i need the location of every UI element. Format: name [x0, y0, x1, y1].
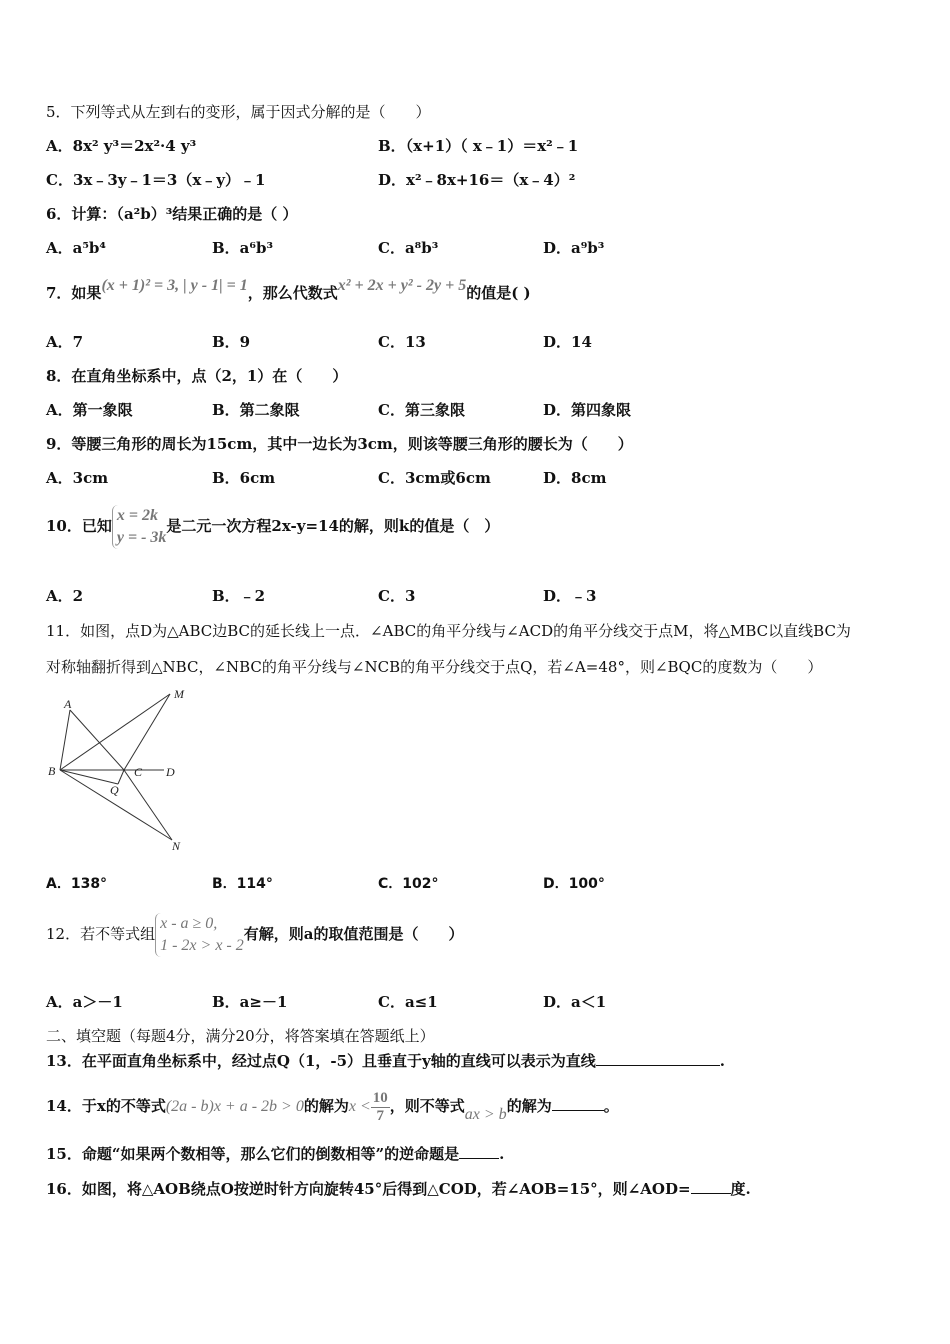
q15-stem — [46, 1144, 504, 1164]
q12-ineq2: 1 - 2x > x - 2 — [160, 937, 244, 954]
label-a: A — [64, 697, 72, 711]
q14-answer-blank[interactable] — [552, 1096, 604, 1111]
q8-option-b: B．第二象限 — [212, 401, 300, 419]
q5-option-a: A．8x² y³＝2x²·4 y³ — [46, 137, 197, 155]
segment-bq — [60, 770, 118, 784]
q9-option-d: D．8cm — [543, 469, 607, 487]
section-two-heading: 二、填空题（每题4分，满分20分，将答案填在答题纸上） — [46, 1027, 435, 1045]
q14-middle1: 的解为 — [303, 1097, 349, 1115]
q8-option-a: A．第一象限 — [46, 401, 133, 419]
q8-option-c: C．第三象限 — [378, 401, 465, 419]
q12-inequality-system — [155, 913, 244, 957]
q11-geometry-figure — [44, 686, 194, 856]
q15-text: 15．命题“如果两个数相等，那么它们的倒数相等”的逆命题是 — [46, 1145, 460, 1163]
q14-fraction-numerator: 10 — [372, 1089, 388, 1106]
q12-stem — [46, 906, 463, 962]
q6-option-a: A．a⁵b⁴ — [46, 239, 106, 257]
q10-suffix: 是二元一次方程2x-y=14的解，则k的值是（ ） — [166, 517, 500, 535]
q10-eq1: x = 2k — [116, 507, 158, 524]
q11-stem-line2: 对称轴翻折得到△NBC，∠NBC的角平分线与∠NCB的角平分线交于点Q，若∠A=48°，则∠BQC的度数为（ ） — [46, 658, 823, 676]
q14-end: 。 — [603, 1097, 619, 1115]
q14-solution-lhs: x < — [348, 1098, 371, 1115]
q9-option-a: A．3cm — [46, 469, 109, 487]
q12-ineq1: x - a ≥ 0, — [160, 915, 218, 932]
q10-option-c: C．3 — [378, 587, 416, 605]
q14-inequality-formula: (2a - b)x + a - 2b > 0 — [165, 1098, 304, 1115]
label-c: C — [134, 765, 143, 779]
label-m: M — [174, 687, 184, 701]
q5-option-c: C．3x﹣3y﹣1＝3（x﹣y）﹣1 — [46, 171, 266, 189]
q13-end: . — [719, 1052, 725, 1070]
q6-option-b: B．a⁶b³ — [212, 239, 274, 257]
segment-cm — [124, 694, 170, 770]
q16-text: 16．如图，将△AOB绕点O按逆时针方向旋转45°后得到△COD，若∠AOB=15°，则∠AOD= — [46, 1180, 691, 1198]
q6-option-c: C．a⁸b³ — [378, 239, 439, 257]
q14-suffix: 的解为 — [506, 1097, 552, 1115]
q7-prefix: 7．如果 — [46, 284, 102, 302]
q5-option-b: B．（x+1）（ x﹣1）＝x²﹣1 — [378, 137, 579, 155]
q12-prefix: 12．若不等式组 — [46, 925, 156, 943]
q5-option-d: D．x²﹣8x+16＝（x﹣4）² — [378, 171, 576, 189]
segment-cn — [124, 770, 172, 840]
q10-option-b: B．﹣2 — [212, 587, 266, 605]
q10-option-d: D．﹣3 — [543, 587, 597, 605]
segment-bm — [60, 694, 170, 770]
segment-bn — [60, 770, 172, 840]
q14-stem — [46, 1084, 619, 1129]
q11-option-c: C．102° — [378, 876, 439, 892]
q11-option-d: D．100° — [543, 876, 605, 892]
q16-stem — [46, 1179, 751, 1199]
q14-solution-fraction — [371, 1090, 390, 1125]
q11-stem-line1: 11．如图，点D为△ABC边BC的延长线上一点．∠ABC的角平分线与∠ACD的角平分线交于点M，将△MBC以直线BC为 — [46, 622, 851, 640]
q5-stem: 5．下列等式从左到右的变形，属于因式分解的是（ ） — [46, 103, 431, 121]
q15-answer-blank[interactable] — [459, 1144, 499, 1159]
q7-option-c: C．13 — [378, 333, 426, 351]
q13-text: 13．在平面直角坐标系中，经过点Q（1，-5）且垂直于y轴的直线可以表示为直线 — [46, 1052, 596, 1070]
q7-option-b: B．9 — [212, 333, 251, 351]
label-d: D — [166, 765, 175, 779]
label-b: B — [48, 764, 56, 778]
q12-option-b: B．a≥－1 — [212, 993, 288, 1011]
q8-stem: 8．在直角坐标系中，点（2，1）在（ ） — [46, 367, 348, 385]
label-n: N — [172, 839, 181, 853]
q14-middle2: ，则不等式 — [389, 1097, 465, 1115]
q9-option-b: B．6cm — [212, 469, 276, 487]
q10-equation-system — [112, 505, 167, 549]
q13-answer-blank[interactable] — [596, 1051, 720, 1066]
q10-option-a: A．2 — [46, 587, 84, 605]
q16-end: 度. — [730, 1180, 751, 1198]
q11-option-a: A．138° — [46, 876, 108, 892]
q7-condition-formula: (x + 1)² = 3, | y - 1| = 1 — [101, 277, 248, 294]
q15-end: . — [499, 1145, 505, 1163]
q11-option-b: B．114° — [212, 876, 273, 892]
q14-fraction-denominator: 7 — [376, 1107, 385, 1124]
q14-inequality2-formula: ax > b — [464, 1106, 507, 1123]
q9-stem: 9．等腰三角形的周长为15cm，其中一边长为3cm，则该等腰三角形的腰长为（ ） — [46, 435, 633, 453]
q10-eq2: y = - 3k — [116, 529, 167, 546]
q12-option-c: C．a≤1 — [378, 993, 438, 1011]
q7-stem — [46, 278, 531, 309]
q8-option-d: D．第四象限 — [543, 401, 632, 419]
q12-suffix: 有解，则a的取值范围是（ ） — [243, 925, 464, 943]
q13-stem — [46, 1051, 725, 1071]
label-q: Q — [110, 783, 119, 797]
q6-stem: 6．计算：（a²b）³结果正确的是（ ） — [46, 205, 298, 223]
q14-prefix: 14．于x的不等式 — [46, 1097, 166, 1115]
segment-ac — [70, 710, 124, 770]
q10-stem — [46, 500, 499, 552]
q7-option-a: A．7 — [46, 333, 84, 351]
q9-option-c: C．3cm或6cm — [378, 469, 491, 487]
q10-prefix: 10．已知 — [46, 517, 112, 535]
q7-option-d: D．14 — [543, 333, 592, 351]
q12-option-d: D．a＜1 — [543, 993, 607, 1011]
segment-ba — [60, 710, 70, 770]
q7-middle: ，那么代数式 — [247, 284, 338, 302]
q6-option-d: D．a⁹b³ — [543, 239, 605, 257]
q16-answer-blank[interactable] — [691, 1179, 731, 1194]
q7-suffix: 的值是( ) — [466, 284, 531, 302]
q12-option-a: A．a＞－1 — [46, 993, 123, 1011]
segment-qc — [118, 770, 124, 784]
q7-expression-formula: x² + 2x + y² - 2y + 5 — [337, 277, 467, 294]
